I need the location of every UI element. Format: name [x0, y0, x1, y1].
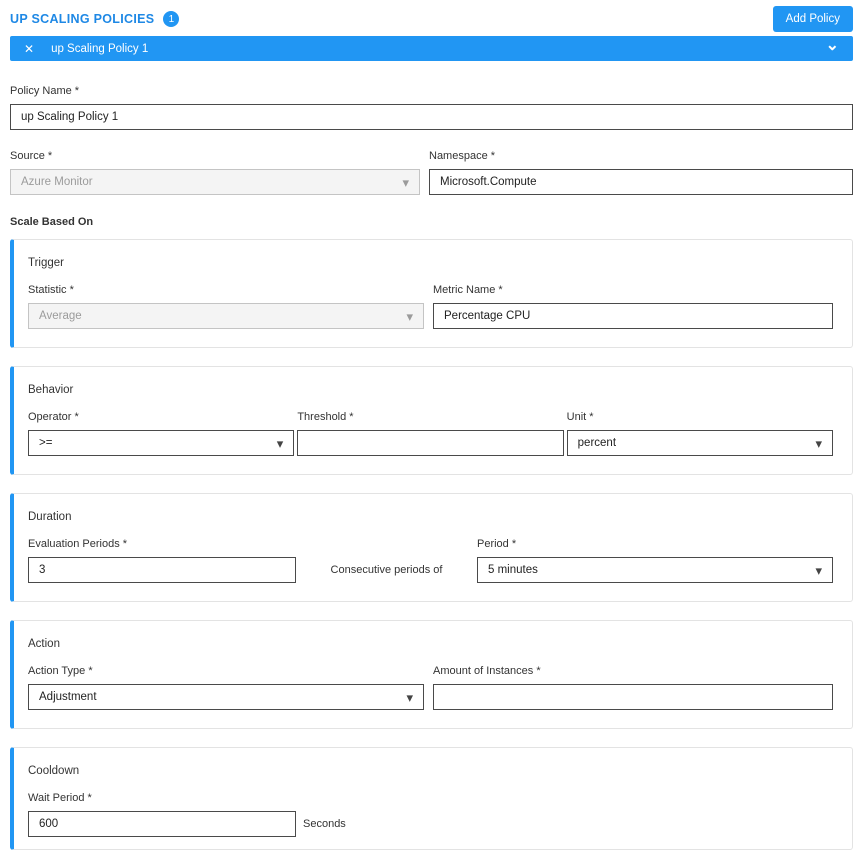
trigger-fields-row [28, 284, 833, 329]
consecutive-periods-text: Consecutive periods of [330, 564, 443, 576]
namespace-field [429, 150, 853, 195]
statistic-select [28, 303, 424, 329]
source-select [10, 169, 420, 195]
statistic-field [28, 284, 424, 329]
dropdown-arrow-icon: ▾ [815, 435, 822, 451]
source-namespace-row [10, 150, 853, 195]
dropdown-arrow-icon: ▾ [406, 308, 413, 324]
operator-select[interactable] [28, 430, 294, 456]
action-type-select-value: Adjustment [39, 691, 97, 703]
amount-of-instances-label: Amount of Instances * [433, 665, 541, 677]
operator-field [28, 411, 294, 456]
trigger-section-card [10, 239, 853, 348]
source-label: Source * [10, 150, 53, 162]
scale-based-on-label: Scale Based On [10, 216, 94, 228]
add-policy-button[interactable]: Add Policy [773, 6, 853, 32]
threshold-input[interactable] [297, 430, 563, 456]
action-type-field [28, 665, 424, 710]
behavior-fields-row [28, 411, 833, 456]
policy-name-field [10, 85, 853, 130]
page-header [10, 0, 853, 36]
duration-section-card [10, 493, 853, 602]
source-field [10, 150, 420, 195]
wait-period-label: Wait Period * [28, 792, 92, 804]
cooldown-section-title: Cooldown [28, 765, 80, 777]
evaluation-periods-input[interactable] [28, 557, 296, 583]
title-group [10, 11, 179, 27]
metric-name-label: Metric Name * [433, 284, 503, 296]
unit-select[interactable] [567, 430, 833, 456]
threshold-label: Threshold * [297, 411, 354, 423]
operator-select-value: >= [39, 437, 53, 449]
action-type-label: Action Type * [28, 665, 93, 677]
amount-of-instances-field [433, 665, 833, 710]
period-field [477, 538, 833, 583]
dropdown-arrow-icon: ▾ [402, 174, 409, 190]
statistic-select-value: Average [39, 310, 82, 322]
unit-select-value: percent [577, 437, 617, 449]
metric-name-input[interactable] [433, 303, 833, 329]
namespace-label: Namespace * [429, 150, 496, 162]
evaluation-periods-label: Evaluation Periods * [28, 538, 128, 550]
namespace-input[interactable] [429, 169, 853, 195]
dropdown-arrow-icon: ▾ [276, 435, 284, 451]
duration-section-title: Duration [28, 511, 72, 523]
unit-field [567, 411, 833, 456]
metric-name-field [433, 284, 833, 329]
period-select[interactable] [477, 557, 833, 583]
dropdown-arrow-icon: ▾ [815, 562, 822, 578]
amount-of-instances-input[interactable] [433, 684, 833, 710]
action-section-title: Action [28, 638, 60, 650]
behavior-section-title: Behavior [28, 384, 74, 396]
dropdown-arrow-icon: ▾ [406, 689, 413, 705]
trigger-section-title: Trigger [28, 257, 64, 269]
statistic-label: Statistic * [28, 284, 74, 296]
policy-name-input[interactable] [10, 104, 853, 130]
source-select-value: Azure Monitor [21, 176, 93, 188]
wait-period-field [28, 792, 833, 837]
action-section-card [10, 620, 853, 729]
threshold-field [297, 411, 563, 456]
policy-bar-label: up Scaling Policy 1 [51, 42, 149, 55]
wait-period-input[interactable] [28, 811, 296, 837]
action-type-select[interactable] [28, 684, 424, 710]
policy-count-badge: 1 [163, 11, 179, 27]
wait-period-row [28, 811, 833, 837]
unit-label: Unit * [566, 411, 594, 423]
behavior-section-card [10, 366, 853, 475]
policy-name-label: Policy Name * [10, 85, 80, 97]
action-fields-row [28, 665, 833, 710]
period-label: Period * [477, 538, 517, 550]
chevron-down-icon[interactable]: ⌄ [825, 36, 839, 54]
close-icon[interactable]: ✕ [24, 41, 35, 56]
policy-accordion-header[interactable] [10, 36, 853, 61]
page-title: UP SCALING POLICIES [10, 12, 155, 26]
period-select-value: 5 minutes [488, 564, 538, 576]
duration-fields-row [28, 538, 833, 583]
evaluation-periods-field [28, 538, 296, 583]
operator-label: Operator * [28, 411, 79, 423]
seconds-suffix-text: Seconds [303, 818, 346, 830]
cooldown-section-card [10, 747, 853, 850]
